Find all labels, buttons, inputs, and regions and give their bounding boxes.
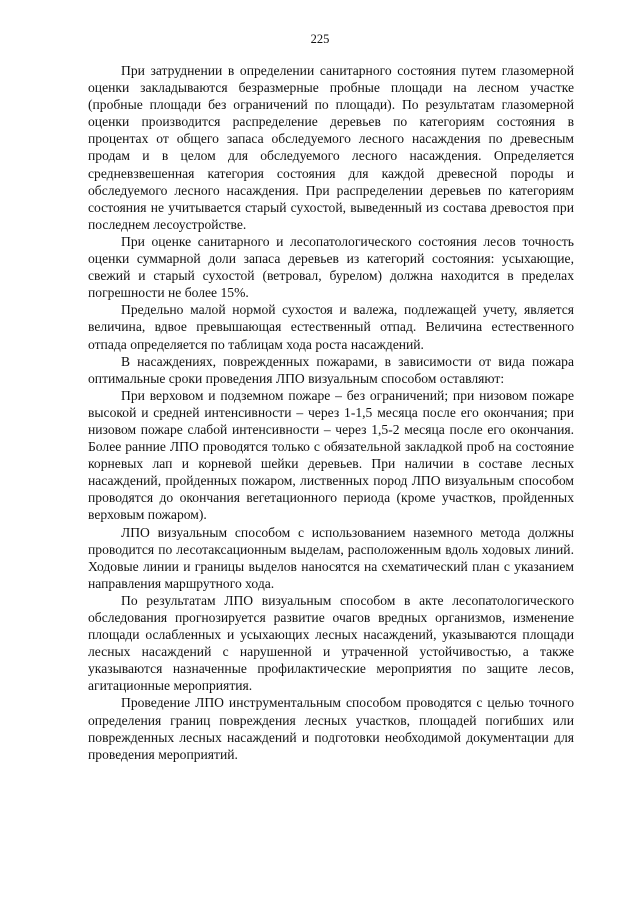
paragraph-instrumental-method: Проведение ЛПО инструментальным способом проводятся с целью точного определения границ повреждения лесных участков, площадей погибших или поврежденных лесных насаждений и подготовки необходимой документации для проведения мероприятий. bbox=[88, 695, 574, 762]
paragraph-deadwood-norm: Предельно малой нормой сухостоя и валежа, подлежащей учету, является величина, вдвое превышающая естественный отпад. Величина естественного отпада определяется по таблицам хода роста насаждений. bbox=[88, 302, 574, 352]
paragraph-survey-results: По результатам ЛПО визуальным способом в акте лесопатологического обследования прогнозируется развитие очагов вредных организмов, изменение площади ослабленных и усыхающих лесных насаждений, указываются площади лесных насаждений с нарушенной и утраченной устойчивостью, а также указываются назначенные профилактические мероприятия по защите лесов, агитационные мероприятия. bbox=[88, 592, 574, 694]
paragraph-ground-method: ЛПО визуальным способом с использованием наземного метода должны проводится по лесотаксационным выделам, расположенным вдоль ходовых линий. Ходовые линии и границы выделов наносятся на схематический план с указанием направления маршрутного хода. bbox=[88, 524, 574, 591]
page-number: 225 bbox=[310, 32, 330, 46]
paragraph-sanitary-assessment: При затруднении в определении санитарного состояния путем глазомерной оценки закладываются безразмерные пробные площади на лесном участке (пробные площади без ограничений по площади). По результатам глазомерной оценки производится распределение деревьев по категориям состояния в процентах от общего запаса обследуемого лесного насаждения по древесным продам и в целом для обследуемого лесного насаждения. Определяется средневзвешенная категория состояния для каждой древесной породы и обследуемого лесного насаждения. При распределении деревьев по категориям состояния не учитывается старый сухостой, выведенный из состава древостоя при последнем лесоустройстве. bbox=[88, 63, 574, 232]
document-body bbox=[88, 62, 574, 763]
paragraph-assessment-accuracy: При оценке санитарного и лесопатологического состояния лесов точность оценки суммарной доли запаса деревьев из категорий состояния: усыхающие, свежий и старый сухостой (ветровал, бурелом) должна находится в пределах погрешности не более 15%. bbox=[88, 233, 574, 301]
paragraph-fire-timing: При верховом и подземном пожаре – без ограничений; при низовом пожаре высокой и средней интенсивности – через 1-1,5 месяца после его окончания; при низовом пожаре слабой интенсивности – через 1,5-2 месяца после его окончания. Более ранние ЛПО проводятся только с обязательной закладкой проб на состояние корневых лап и корневой шейки деревьев. При наличии в составе лесных насаждений, пройденных пожаром, лиственных пород ЛПО визуальным способом проводятся до окончания вегетационного периода (кроме участков, пройденных верховым пожаром). bbox=[88, 387, 574, 523]
paragraph-fire-damaged-stands: В насаждениях, поврежденных пожарами, в зависимости от вида пожара оптимальные сроки проведения ЛПО визуальным способом оставляют: bbox=[88, 353, 574, 386]
